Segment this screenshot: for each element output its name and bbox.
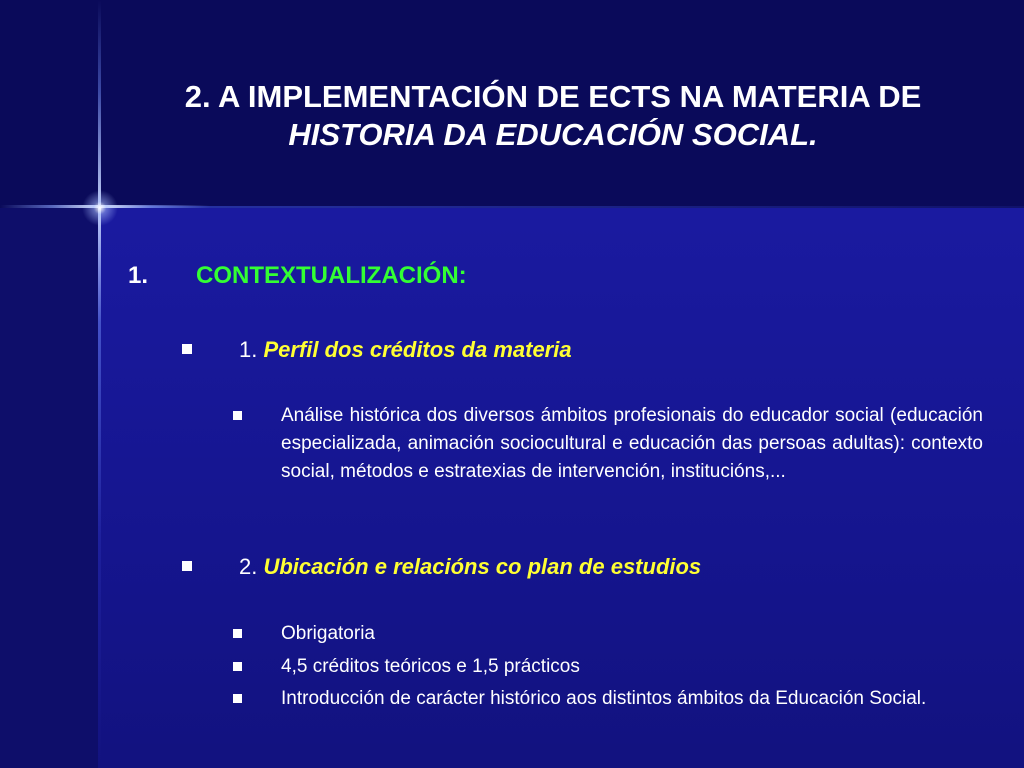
- subsection-number: 2.: [239, 554, 258, 579]
- divider-line: [100, 206, 1024, 208]
- square-bullet-icon: [233, 694, 242, 703]
- slide-title-line1: 2. A IMPLEMENTACIÓN DE ECTS NA MATERIA DE: [184, 79, 922, 114]
- list-item: Obrigatoria: [281, 623, 375, 644]
- list-item: Introducción de carácter histórico aos distintos ámbitos da Educación Social.: [281, 688, 927, 709]
- subsection-heading-2: [239, 552, 701, 582]
- square-bullet-icon: [233, 662, 242, 671]
- subsection-label: Ubicación e relacións co plan de estudios: [263, 554, 702, 579]
- sparkle-star-icon: [82, 190, 118, 226]
- subsection-number: 1.: [239, 337, 258, 362]
- square-bullet-icon: [182, 344, 192, 354]
- section-number: 1.: [128, 262, 149, 289]
- square-bullet-icon: [233, 629, 242, 638]
- sparkle-vertical-ray: [98, 0, 101, 768]
- slide-title-line2: HISTORIA DA EDUCACIÓN SOCIAL.: [288, 117, 818, 152]
- subsection-label: Perfil dos créditos da materia: [263, 337, 572, 362]
- square-bullet-icon: [182, 561, 192, 571]
- list-item: 4,5 créditos teóricos e 1,5 prácticos: [281, 656, 580, 677]
- section-label: CONTEXTUALIZACIÓN:: [196, 262, 467, 289]
- square-bullet-icon: [233, 411, 242, 420]
- list-item: Análise histórica dos diversos ámbitos profesionais do educador social (educación especializada, animación sociocultural e educación das persoas adultas): contexto social, métodos e estratexias de intervención, institucións,...: [281, 405, 983, 482]
- subsection-heading-1: [239, 335, 572, 365]
- slide-title: [108, 78, 998, 154]
